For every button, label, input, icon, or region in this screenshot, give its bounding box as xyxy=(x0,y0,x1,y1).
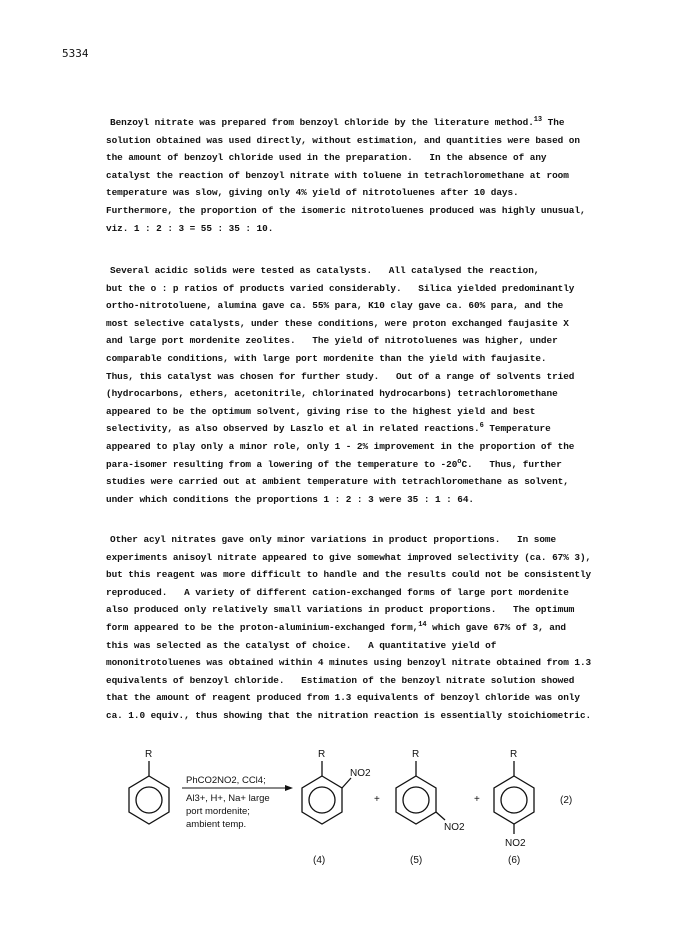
text-line: viz. 1 : 2 : 3 = 55 : 35 : 10. xyxy=(106,222,274,234)
nitro-group: NO2 xyxy=(350,768,371,779)
starting-material xyxy=(129,749,169,824)
aromatic-circle xyxy=(309,787,335,813)
citation-14: 14 xyxy=(418,620,427,629)
text-line: form appeared to be the proton-aluminium-exchanged form,$^{14}$ which gave 67% of 3, and xyxy=(106,620,566,633)
aromatic-circle xyxy=(403,787,429,813)
citation-6: 6 xyxy=(479,422,484,431)
text-line: catalyst the reaction of benzoyl nitrate with toluene in tetrachloromethane at room xyxy=(106,169,569,181)
reagent-line-4: ambient temp. xyxy=(186,819,247,830)
text-line: para-isomer resulting from a lowering of the temperature to -20$^o$C. Thus, further xyxy=(106,457,562,470)
text-line: but this reagent was more difficult to handle and the results could not be consistently xyxy=(106,569,592,581)
text-line: mononitrotoluenes was obtained within 4 minutes using benzoyl nitrate obtained from 1.3 xyxy=(106,657,592,669)
plus-sign: + xyxy=(474,794,480,805)
nitro-group: NO2 xyxy=(444,822,465,833)
compound-label-5: (5) xyxy=(410,855,423,866)
substituent-r: R xyxy=(510,749,518,760)
citation-13: 13 xyxy=(533,115,543,124)
text-line: equivalents of benzoyl chloride. Estimation of the benzoyl nitrate solution showed xyxy=(106,674,575,686)
reagent-line-3: port mordenite; xyxy=(186,806,250,817)
compound-label-4: (4) xyxy=(313,855,326,866)
plus-sign: + xyxy=(374,794,380,805)
substituent-r: R xyxy=(318,749,326,760)
compound-label-6: (6) xyxy=(508,855,521,866)
text-line: solution obtained was used directly, without estimation, and quantities were based on xyxy=(106,134,580,146)
aromatic-circle xyxy=(501,787,527,813)
arrow-head xyxy=(285,785,293,791)
text-line: and large port mordenite zeolites. The yield of nitrotoluenes was higher, under xyxy=(106,335,558,347)
benzene-ring xyxy=(302,776,342,824)
reaction-conditions xyxy=(182,775,293,830)
text-line: but the o : p ratios of products varied considerably. Silica yielded predominantly xyxy=(106,282,575,294)
product-ortho xyxy=(302,749,371,866)
text-line: Thus, this catalyst was chosen for further study. Out of a range of solvents tried xyxy=(106,370,575,382)
substituent-r: R xyxy=(412,749,420,760)
text-line: that the amount of reagent produced from 1.3 equivalents of benzoyl chloride was only xyxy=(106,692,580,704)
text-line: Several acidic solids were tested as catalysts. All catalysed the reaction, xyxy=(110,265,540,276)
reagent-line-1: PhCO2NO2, CCl4; xyxy=(186,775,266,786)
substituent-r: R xyxy=(145,749,153,760)
text-line: appeared to play only a minor role, only 1 - 2% improvement in the proportion of the xyxy=(106,440,575,452)
text-line: temperature was slow, giving only 4% yield of nitrotoluenes after 10 days. xyxy=(106,187,519,199)
text-line: (hydrocarbons, ethers, acetonitrile, chlorinated hydrocarbons) tetrachloromethane xyxy=(106,388,558,400)
text-line: under which conditions the proportions 1 : 2 : 3 were 35 : 1 : 64. xyxy=(106,493,475,505)
text-line: ca. 1.0 equiv., thus showing that the nitration reaction is essentially stoichiometric. xyxy=(106,709,592,721)
aromatic-circle xyxy=(136,787,162,813)
benzene-ring xyxy=(396,776,436,824)
text-line: selectivity, as also observed by Laszlo et al in related reactions.$^6$ Temperature xyxy=(106,422,551,435)
degree-sign: o xyxy=(457,457,462,466)
text-line: comparable conditions, with large port mordenite than the yield with faujasite. xyxy=(106,352,547,364)
text-line: experiments anisoyl nitrate appeared to give somewhat improved selectivity (ca. 67% 3), xyxy=(106,551,592,563)
text-line: studies were carried out at ambient temperature with tetrachloromethane as solvent, xyxy=(106,476,569,488)
text-line: the amount of benzoyl chloride used in the preparation. In the absence of any xyxy=(106,152,547,164)
text-line: most selective catalysts, under these conditions, were proton exchanged faujasite X xyxy=(106,317,569,329)
benzene-ring xyxy=(494,776,534,824)
text-line: Benzoyl nitrate was prepared from benzoyl chloride by the literature method.$^{13}$ The xyxy=(110,115,565,128)
text-line: Furthermore, the proportion of the isomeric nitrotoluenes produced was highly unusual, xyxy=(106,204,586,216)
text-line: also produced only relatively small variations in product proportions. The optimum xyxy=(106,604,575,616)
benzene-ring xyxy=(129,776,169,824)
text-line: Other acyl nitrates gave only minor variations in product proportions. In some xyxy=(110,534,557,545)
text-line: reproduced. A variety of different cation-exchanged forms of large port mordenite xyxy=(106,586,569,598)
page-number: 5334 xyxy=(62,47,89,60)
product-meta xyxy=(396,749,465,866)
equation-number: (2) xyxy=(560,795,573,806)
text-line: appeared to be the optimum solvent, giving rise to the highest yield and best xyxy=(106,405,536,417)
text-line: this was selected as the catalyst of choice. A quantitative yield of xyxy=(106,639,497,651)
text-line: ortho-nitrotoluene, alumina gave ca. 55% para, K10 clay gave ca. 60% para, and the xyxy=(106,300,564,312)
product-para xyxy=(494,749,534,866)
nitro-group: NO2 xyxy=(505,838,526,849)
reagent-line-2: Al3+, H+, Na+ large xyxy=(186,793,270,804)
